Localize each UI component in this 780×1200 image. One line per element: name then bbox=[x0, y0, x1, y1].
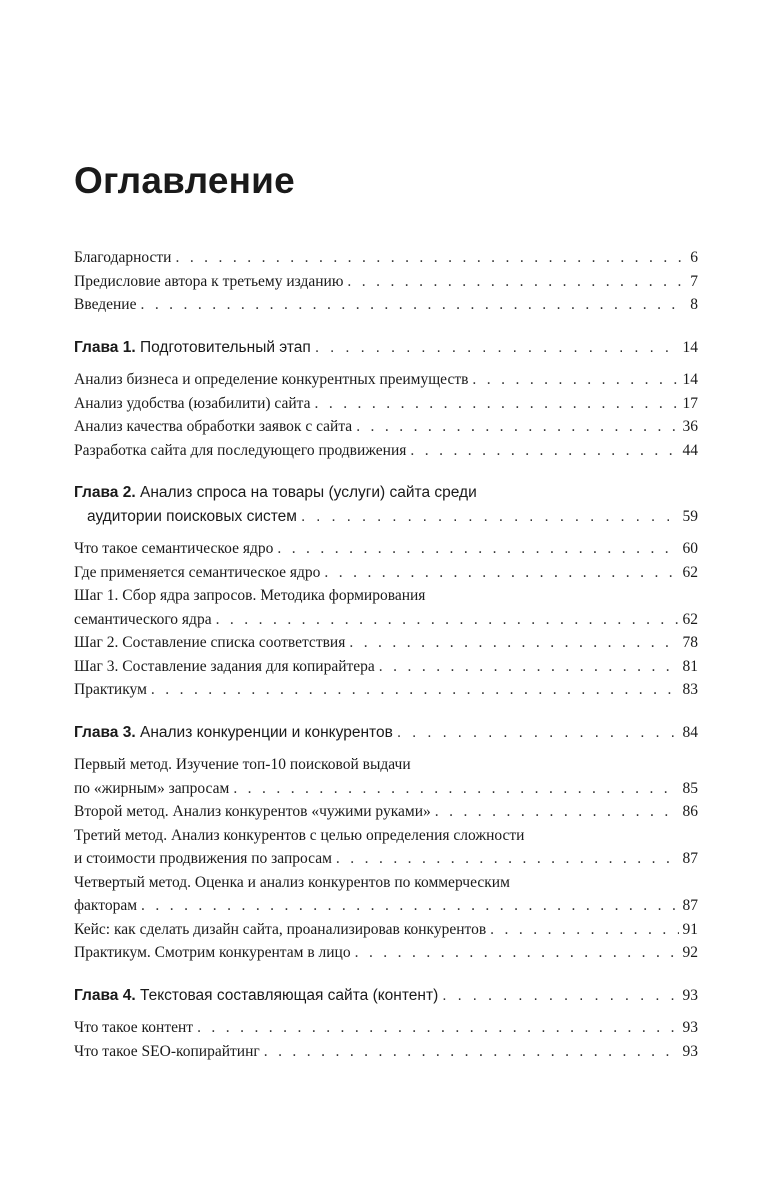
toc-entry-text-continued: и стоимости продвижения по запросам bbox=[74, 850, 332, 867]
toc-entry[interactable] bbox=[74, 439, 698, 463]
chapter-title: Анализ конкуренции и конкурентов bbox=[139, 723, 393, 741]
leader-dots bbox=[233, 777, 678, 801]
leader-dots bbox=[216, 608, 679, 632]
toc-entry[interactable] bbox=[74, 753, 698, 800]
toc-entry-text: Анализ качества обработки заявок с сайта bbox=[74, 418, 353, 435]
toc-page-number: 59 bbox=[682, 507, 698, 525]
chapter-title-continued: аудитории поисковых систем bbox=[87, 507, 297, 525]
toc-entry[interactable] bbox=[74, 678, 698, 702]
toc-page-number: 93 bbox=[682, 986, 698, 1004]
toc-entry[interactable] bbox=[74, 1040, 698, 1064]
toc-entry[interactable] bbox=[74, 655, 698, 679]
toc-entry-text: Практикум. Смотрим конкурентам в лицо bbox=[74, 944, 351, 961]
page-title: Оглавление bbox=[74, 160, 295, 201]
toc-entry[interactable] bbox=[74, 871, 698, 918]
leader-dots bbox=[442, 984, 678, 1008]
leader-dots bbox=[140, 293, 686, 317]
chapter-label: Глава 2. bbox=[74, 484, 136, 501]
toc-entry-text: Кейс: как сделать дизайн сайта, проанализировав конкурентов bbox=[74, 920, 487, 938]
toc-chapter-1[interactable] bbox=[74, 336, 698, 360]
leader-dots bbox=[324, 561, 678, 585]
leader-dots bbox=[490, 918, 678, 942]
toc-entry-text: Шаг 1. Сбор ядра запросов. Методика формирования bbox=[74, 587, 426, 604]
toc-entry-text: Что такое контент bbox=[74, 1019, 194, 1036]
toc-entry-text: Анализ бизнеса и определение конкурентных преимуществ bbox=[74, 371, 469, 388]
chapter-title: Анализ спроса на товары (услуги) сайта среди bbox=[139, 484, 477, 501]
toc-entry-text: Где применяется семантическое ядро bbox=[74, 563, 321, 581]
toc-entry-text: Второй метод. Анализ конкурентов «чужими руками» bbox=[74, 803, 431, 820]
toc-entry-text: Введение bbox=[74, 296, 137, 313]
toc-entry[interactable] bbox=[74, 631, 698, 655]
chapter-label: Глава 3. bbox=[74, 723, 136, 741]
toc-page-number: 6 bbox=[690, 249, 698, 266]
toc-entry[interactable] bbox=[74, 270, 698, 294]
toc-entry-text: Шаг 3. Составление задания для копирайтера bbox=[74, 657, 375, 675]
toc-page-number: 44 bbox=[682, 441, 698, 459]
toc-page-number: 93 bbox=[682, 1042, 698, 1060]
toc-entry-text: Практикум bbox=[74, 681, 147, 698]
toc-page-number: 17 bbox=[682, 394, 698, 412]
toc-entry[interactable] bbox=[74, 824, 698, 871]
toc-chapter-4[interactable] bbox=[74, 984, 698, 1008]
toc-entry[interactable] bbox=[74, 1016, 698, 1040]
toc-chapter-2[interactable] bbox=[74, 481, 698, 528]
toc-entry[interactable] bbox=[74, 800, 698, 824]
toc-page-number: 83 bbox=[682, 681, 698, 698]
toc-entry-text-continued: по «жирным» запросам bbox=[74, 779, 230, 797]
toc-entry-text: Первый метод. Изучение топ-10 поисковой выдачи bbox=[74, 756, 411, 773]
toc-page-number: 14 bbox=[682, 338, 698, 356]
toc-page-number: 84 bbox=[682, 723, 698, 741]
toc-entry[interactable] bbox=[74, 584, 698, 631]
toc-page-number: 62 bbox=[682, 610, 698, 628]
toc-entry[interactable] bbox=[74, 537, 698, 561]
toc-entry[interactable] bbox=[74, 392, 698, 416]
toc-entry[interactable] bbox=[74, 918, 698, 942]
toc-page-number: 87 bbox=[682, 897, 698, 914]
leader-dots bbox=[336, 847, 679, 871]
toc-page-number: 14 bbox=[682, 371, 698, 388]
toc-entry[interactable] bbox=[74, 415, 698, 439]
toc-chapter-3[interactable] bbox=[74, 721, 698, 745]
toc-entry[interactable] bbox=[74, 293, 698, 317]
leader-dots bbox=[175, 246, 686, 270]
toc-entry-text: Анализ удобства (юзабилити) сайта bbox=[74, 394, 311, 412]
toc-entry[interactable] bbox=[74, 561, 698, 585]
toc-page-number: 87 bbox=[682, 850, 698, 867]
toc-page-number: 86 bbox=[682, 803, 698, 820]
toc-page-number: 36 bbox=[682, 418, 698, 435]
toc-page-number: 60 bbox=[682, 540, 698, 557]
leader-dots bbox=[349, 631, 678, 655]
leader-dots bbox=[141, 894, 678, 918]
toc-entry[interactable] bbox=[74, 246, 698, 270]
chapter-label: Глава 4. bbox=[74, 986, 136, 1004]
toc-page-number: 92 bbox=[682, 944, 698, 961]
leader-dots bbox=[277, 537, 678, 561]
leader-dots bbox=[472, 368, 678, 392]
toc-entry[interactable] bbox=[74, 941, 698, 965]
toc-page-number: 62 bbox=[682, 563, 698, 581]
chapter-title: Текстовая составляющая сайта (контент) bbox=[139, 986, 439, 1004]
leader-dots bbox=[379, 655, 679, 679]
table-of-contents bbox=[74, 246, 698, 1063]
toc-entry-text: Что такое семантическое ядро bbox=[74, 540, 274, 557]
leader-dots bbox=[347, 270, 686, 294]
toc-page-number: 8 bbox=[690, 296, 698, 313]
toc-entry-text: Третий метод. Анализ конкурентов с целью определения сложности bbox=[74, 826, 525, 844]
leader-dots bbox=[315, 336, 679, 360]
toc-entry-text: Благодарности bbox=[74, 249, 172, 266]
toc-entry-text: Разработка сайта для последующего продвижения bbox=[74, 441, 407, 459]
leader-dots bbox=[151, 678, 679, 702]
toc-page-number: 85 bbox=[682, 779, 698, 797]
toc-page-number: 91 bbox=[682, 920, 698, 938]
toc-page-number: 7 bbox=[690, 272, 698, 290]
toc-entry-text: Предисловие автора к третьему изданию bbox=[74, 272, 344, 290]
toc-page-number: 78 bbox=[682, 634, 698, 651]
leader-dots bbox=[355, 941, 679, 965]
chapter-label: Глава 1. bbox=[74, 338, 136, 356]
leader-dots bbox=[410, 439, 678, 463]
toc-page-number: 81 bbox=[682, 657, 698, 675]
leader-dots bbox=[397, 721, 679, 745]
toc-entry[interactable] bbox=[74, 368, 698, 392]
leader-dots bbox=[356, 415, 678, 439]
leader-dots bbox=[264, 1040, 679, 1064]
leader-dots bbox=[197, 1016, 678, 1040]
leader-dots bbox=[315, 392, 679, 416]
toc-entry-text: Что такое SEO-копирайтинг bbox=[74, 1042, 260, 1060]
leader-dots bbox=[435, 800, 679, 824]
toc-entry-text: Четвертый метод. Оценка и анализ конкурентов по коммерческим bbox=[74, 873, 510, 891]
chapter-title: Подготовительный этап bbox=[139, 338, 311, 356]
toc-page-number: 93 bbox=[682, 1019, 698, 1036]
leader-dots bbox=[301, 505, 679, 529]
toc-entry-text-continued: семантического ядра bbox=[74, 610, 212, 628]
toc-entry-text: Шаг 2. Составление списка соответствия bbox=[74, 634, 346, 651]
toc-entry-text-continued: факторам bbox=[74, 897, 138, 914]
